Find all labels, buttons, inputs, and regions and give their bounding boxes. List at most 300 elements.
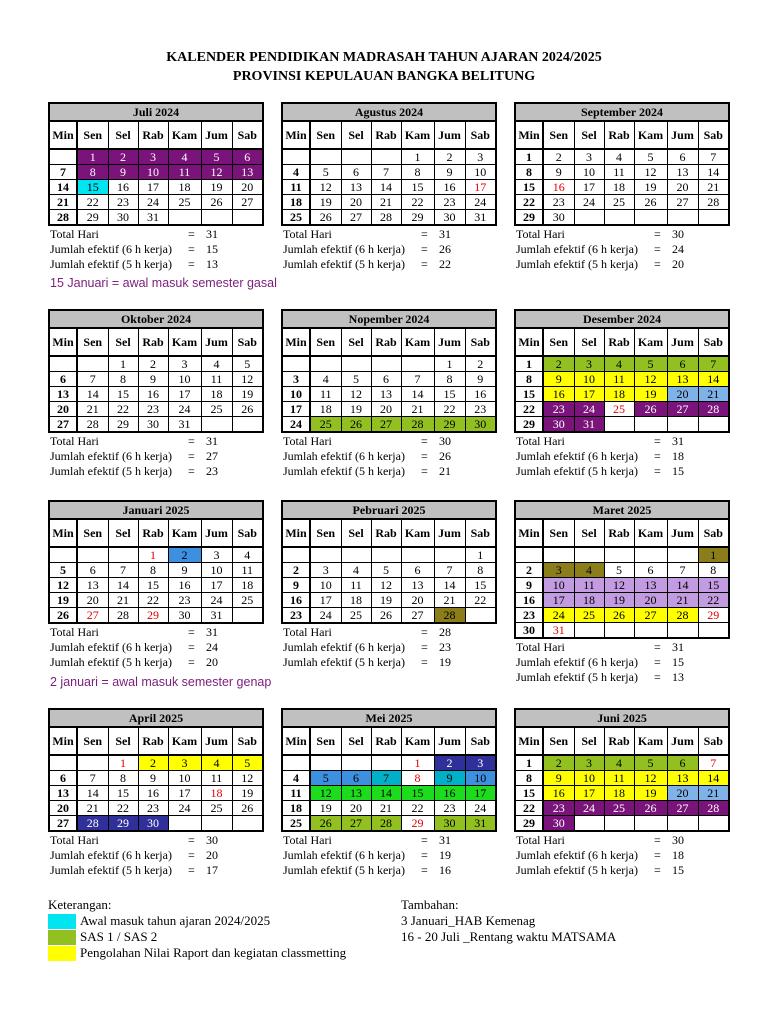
- effective-days-6-row: [281, 242, 495, 257]
- effective-days-5-value: 13: [672, 670, 684, 684]
- total-days-value: 31: [672, 434, 684, 448]
- day-cell: 12: [201, 165, 232, 180]
- equals-sign: =: [421, 640, 428, 654]
- week-row: [515, 801, 729, 816]
- weekday-header: Rab: [371, 727, 401, 755]
- additional-notes: [401, 897, 741, 945]
- day-cell: 11: [168, 165, 201, 180]
- day-cell: 9: [108, 165, 138, 180]
- weekday-header: Sel: [341, 328, 371, 356]
- weekday-header: Sab: [465, 121, 496, 149]
- day-cell: 16: [543, 180, 574, 195]
- weekday-header: Jum: [201, 328, 232, 356]
- month-stats: [281, 434, 495, 479]
- weekday-header-row: [515, 727, 729, 755]
- legend-item: [48, 945, 388, 961]
- day-cell: 24: [465, 195, 496, 210]
- day-cell: [108, 547, 138, 563]
- day-cell: 13: [371, 387, 401, 402]
- day-cell: 14: [698, 771, 729, 786]
- weekday-header: Min: [49, 121, 77, 149]
- effective-days-5-value: 17: [206, 863, 218, 877]
- day-cell: 30: [465, 417, 496, 433]
- week-row: [49, 593, 263, 608]
- month-table: [281, 708, 497, 832]
- day-cell: 6: [634, 563, 667, 578]
- day-cell: 15: [515, 180, 543, 195]
- day-cell: 29: [108, 417, 138, 433]
- month-name: Desember 2024: [515, 310, 729, 328]
- day-cell: 9: [465, 372, 496, 387]
- week-row: [49, 816, 263, 832]
- day-cell: 26: [371, 608, 401, 624]
- effective-days-5-label: Jumlah efektif (5 h kerja): [283, 863, 405, 877]
- day-cell: 23: [543, 801, 574, 816]
- day-cell: [49, 547, 77, 563]
- weekday-header: Jum: [667, 727, 698, 755]
- equals-sign: =: [654, 257, 661, 271]
- day-cell: 23: [543, 195, 574, 210]
- day-cell: [604, 210, 634, 226]
- weekday-header: Sab: [232, 121, 263, 149]
- equals-sign: =: [421, 625, 428, 639]
- day-cell: 2: [282, 563, 310, 578]
- total-days-value: 30: [672, 227, 684, 241]
- week-row: [49, 165, 263, 180]
- effective-days-5-value: 20: [206, 655, 218, 669]
- effective-days-5-label: Jumlah efektif (5 h kerja): [516, 670, 638, 684]
- total-days-row: [281, 833, 495, 848]
- effective-days-6-label: Jumlah efektif (6 h kerja): [516, 242, 638, 256]
- week-row: [515, 593, 729, 608]
- equals-sign: =: [188, 434, 195, 448]
- legend-item: [48, 913, 388, 929]
- day-cell: 12: [341, 387, 371, 402]
- month-calendar: [281, 102, 495, 272]
- weekday-header: Sab: [698, 328, 729, 356]
- day-cell: 17: [574, 786, 604, 801]
- day-cell: 17: [465, 786, 496, 801]
- week-row: [49, 786, 263, 801]
- equals-sign: =: [188, 863, 195, 877]
- day-cell: 7: [401, 372, 434, 387]
- month-calendar: [514, 102, 728, 272]
- equals-sign: =: [654, 655, 661, 669]
- day-cell: 2: [543, 356, 574, 372]
- day-cell: 6: [49, 771, 77, 786]
- day-cell: 5: [232, 356, 263, 372]
- day-cell: 1: [515, 755, 543, 771]
- day-cell: 24: [282, 417, 310, 433]
- day-cell: 27: [49, 816, 77, 832]
- week-row: [515, 195, 729, 210]
- month-calendar: [281, 708, 495, 878]
- weekday-header: Kam: [401, 519, 434, 547]
- day-cell: [310, 149, 341, 165]
- equals-sign: =: [188, 449, 195, 463]
- effective-days-5-label: Jumlah efektif (5 h kerja): [516, 863, 638, 877]
- weekday-header: Jum: [434, 727, 465, 755]
- day-cell: 11: [310, 387, 341, 402]
- weekday-header-row: [282, 121, 496, 149]
- weekday-header: Min: [515, 121, 543, 149]
- week-row: [49, 563, 263, 578]
- day-cell: 14: [698, 165, 729, 180]
- day-cell: 19: [371, 593, 401, 608]
- day-cell: 10: [168, 771, 201, 786]
- day-cell: 24: [168, 402, 201, 417]
- day-cell: 9: [434, 165, 465, 180]
- day-cell: 30: [434, 210, 465, 226]
- day-cell: 17: [138, 180, 168, 195]
- effective-days-5-row: [281, 863, 495, 878]
- day-cell: 14: [108, 578, 138, 593]
- effective-days-6-label: Jumlah efektif (6 h kerja): [50, 449, 172, 463]
- day-cell: 1: [465, 547, 496, 563]
- day-cell: 15: [698, 578, 729, 593]
- day-cell: 30: [543, 417, 574, 433]
- day-cell: 24: [574, 402, 604, 417]
- day-cell: 10: [574, 372, 604, 387]
- weekday-header: Min: [515, 328, 543, 356]
- day-cell: 3: [543, 563, 574, 578]
- day-cell: 18: [232, 578, 263, 593]
- effective-days-5-label: Jumlah efektif (5 h kerja): [516, 464, 638, 478]
- month-table: [48, 102, 264, 226]
- total-days-label: Total Hari: [50, 625, 99, 639]
- day-cell: 5: [310, 165, 341, 180]
- day-cell: 27: [401, 608, 434, 624]
- day-cell: 6: [667, 755, 698, 771]
- week-row: [282, 210, 496, 226]
- day-cell: 26: [634, 402, 667, 417]
- effective-days-6-row: [48, 640, 262, 655]
- equals-sign: =: [654, 670, 661, 684]
- total-days-label: Total Hari: [283, 833, 332, 847]
- day-cell: 24: [574, 801, 604, 816]
- day-cell: 16: [543, 387, 574, 402]
- day-cell: 4: [282, 771, 310, 786]
- day-cell: 28: [49, 210, 77, 226]
- day-cell: 14: [401, 387, 434, 402]
- day-cell: 16: [168, 578, 201, 593]
- day-cell: 27: [371, 417, 401, 433]
- month-name: Maret 2025: [515, 501, 729, 519]
- weekday-header: Min: [49, 519, 77, 547]
- day-cell: 21: [401, 402, 434, 417]
- week-row: [515, 165, 729, 180]
- weekday-header: Sen: [310, 519, 341, 547]
- effective-days-5-value: 16: [439, 863, 451, 877]
- day-cell: [341, 755, 371, 771]
- day-cell: [77, 755, 108, 771]
- weekday-header-row: [49, 727, 263, 755]
- effective-days-6-value: 20: [206, 848, 218, 862]
- weekday-header: Sab: [232, 328, 263, 356]
- day-cell: 23: [465, 402, 496, 417]
- day-cell: 16: [282, 593, 310, 608]
- month-stats: [48, 227, 262, 272]
- day-cell: 15: [515, 786, 543, 801]
- equals-sign: =: [421, 655, 428, 669]
- day-cell: 10: [465, 165, 496, 180]
- day-cell: 17: [201, 578, 232, 593]
- equals-sign: =: [654, 863, 661, 877]
- week-row: [515, 623, 729, 639]
- weekday-header: Sel: [341, 727, 371, 755]
- month-calendar: [514, 708, 728, 878]
- day-cell: 7: [667, 563, 698, 578]
- day-cell: 24: [201, 593, 232, 608]
- day-cell: 13: [634, 578, 667, 593]
- effective-days-6-label: Jumlah efektif (6 h kerja): [50, 242, 172, 256]
- weekday-header: Rab: [138, 121, 168, 149]
- effective-days-6-row: [48, 242, 262, 257]
- weekday-header: Sel: [574, 328, 604, 356]
- effective-days-5-row: [514, 863, 728, 878]
- day-cell: 3: [138, 149, 168, 165]
- day-cell: 11: [201, 771, 232, 786]
- month-name: Pebruari 2025: [282, 501, 496, 519]
- week-row: [515, 149, 729, 165]
- total-days-value: 31: [672, 640, 684, 654]
- month-stats: [281, 227, 495, 272]
- week-row: [282, 417, 496, 433]
- day-cell: 8: [515, 771, 543, 786]
- week-row: [49, 387, 263, 402]
- day-cell: 9: [543, 165, 574, 180]
- day-cell: 8: [434, 372, 465, 387]
- weekday-header-row: [49, 121, 263, 149]
- day-cell: 27: [667, 801, 698, 816]
- day-cell: 19: [634, 786, 667, 801]
- day-cell: 2: [465, 356, 496, 372]
- weekday-header: Kam: [401, 121, 434, 149]
- day-cell: [282, 755, 310, 771]
- month-name: Oktober 2024: [49, 310, 263, 328]
- day-cell: 30: [543, 816, 574, 832]
- day-cell: 11: [282, 180, 310, 195]
- weekday-header: Jum: [201, 727, 232, 755]
- day-cell: 14: [77, 786, 108, 801]
- day-cell: 27: [77, 608, 108, 624]
- day-cell: 10: [574, 165, 604, 180]
- day-cell: 19: [232, 786, 263, 801]
- weekday-header-row: [282, 519, 496, 547]
- equals-sign: =: [654, 242, 661, 256]
- day-cell: 13: [341, 180, 371, 195]
- equals-sign: =: [654, 833, 661, 847]
- day-cell: 28: [698, 402, 729, 417]
- day-cell: 3: [310, 563, 341, 578]
- day-cell: 15: [515, 387, 543, 402]
- total-days-value: 31: [439, 833, 451, 847]
- day-cell: [232, 608, 263, 624]
- effective-days-6-label: Jumlah efektif (6 h kerja): [50, 848, 172, 862]
- weekday-header-row: [515, 519, 729, 547]
- day-cell: 7: [698, 149, 729, 165]
- day-cell: 10: [168, 372, 201, 387]
- total-days-row: [281, 434, 495, 449]
- effective-days-5-label: Jumlah efektif (5 h kerja): [50, 863, 172, 877]
- day-cell: [341, 149, 371, 165]
- day-cell: 4: [201, 356, 232, 372]
- day-cell: 26: [310, 210, 341, 226]
- equals-sign: =: [188, 833, 195, 847]
- equals-sign: =: [188, 464, 195, 478]
- day-cell: 28: [77, 417, 108, 433]
- day-cell: 5: [201, 149, 232, 165]
- day-cell: 7: [77, 372, 108, 387]
- day-cell: [310, 547, 341, 563]
- day-cell: [77, 356, 108, 372]
- day-cell: 8: [108, 771, 138, 786]
- day-cell: 7: [698, 755, 729, 771]
- effective-days-5-value: 20: [672, 257, 684, 271]
- effective-days-6-value: 24: [672, 242, 684, 256]
- day-cell: 28: [434, 608, 465, 624]
- effective-days-6-row: [514, 848, 728, 863]
- total-days-value: 31: [439, 227, 451, 241]
- effective-days-6-value: 23: [439, 640, 451, 654]
- legend-swatch: [48, 930, 76, 945]
- equals-sign: =: [421, 257, 428, 271]
- equals-sign: =: [188, 625, 195, 639]
- day-cell: 1: [401, 149, 434, 165]
- effective-days-6-row: [48, 848, 262, 863]
- week-row: [49, 755, 263, 771]
- day-cell: 20: [77, 593, 108, 608]
- weekday-header: Jum: [667, 328, 698, 356]
- weekday-header: Min: [515, 519, 543, 547]
- total-days-row: [281, 227, 495, 242]
- legend-item-label: Pengolahan Nilai Raport dan kegiatan classmetting: [80, 945, 347, 960]
- day-cell: 21: [77, 801, 108, 816]
- day-cell: 11: [341, 578, 371, 593]
- day-cell: [515, 547, 543, 563]
- day-cell: 5: [604, 563, 634, 578]
- day-cell: [201, 417, 232, 433]
- weekday-header: Sen: [310, 121, 341, 149]
- day-cell: 21: [371, 801, 401, 816]
- weekday-header: Sab: [698, 519, 729, 547]
- weekday-header: Sel: [108, 121, 138, 149]
- weekday-header: Sen: [543, 121, 574, 149]
- day-cell: 11: [201, 372, 232, 387]
- equals-sign: =: [421, 242, 428, 256]
- day-cell: 30: [543, 210, 574, 226]
- week-row: [49, 417, 263, 433]
- total-days-label: Total Hari: [50, 833, 99, 847]
- day-cell: [543, 547, 574, 563]
- day-cell: 30: [138, 816, 168, 832]
- week-row: [49, 149, 263, 165]
- weekday-header: Kam: [401, 328, 434, 356]
- weekday-header: Kam: [168, 727, 201, 755]
- week-row: [282, 356, 496, 372]
- day-cell: [634, 210, 667, 226]
- day-cell: 20: [232, 180, 263, 195]
- week-row: [515, 402, 729, 417]
- day-cell: 23: [282, 608, 310, 624]
- day-cell: 26: [232, 801, 263, 816]
- weekday-header-row: [282, 727, 496, 755]
- day-cell: [604, 547, 634, 563]
- week-row: [515, 578, 729, 593]
- weekday-header: Jum: [201, 121, 232, 149]
- weekday-header: Rab: [371, 519, 401, 547]
- day-cell: 23: [434, 195, 465, 210]
- day-cell: 29: [515, 210, 543, 226]
- day-cell: 2: [168, 547, 201, 563]
- weekday-header: Sab: [698, 121, 729, 149]
- week-row: [282, 180, 496, 195]
- effective-days-5-row: [281, 655, 495, 670]
- note-semester-genap: 2 januari = awal masuk semester genap: [50, 675, 272, 689]
- day-cell: 2: [515, 563, 543, 578]
- day-cell: 19: [232, 387, 263, 402]
- day-cell: 10: [310, 578, 341, 593]
- week-row: [515, 563, 729, 578]
- day-cell: 17: [168, 387, 201, 402]
- effective-days-6-label: Jumlah efektif (6 h kerja): [516, 449, 638, 463]
- total-days-label: Total Hari: [516, 833, 565, 847]
- day-cell: 22: [515, 801, 543, 816]
- day-cell: 1: [138, 547, 168, 563]
- day-cell: 19: [604, 593, 634, 608]
- day-cell: [698, 623, 729, 639]
- week-row: [49, 578, 263, 593]
- day-cell: 4: [604, 755, 634, 771]
- month-table: [514, 309, 730, 433]
- day-cell: 28: [371, 816, 401, 832]
- day-cell: [634, 417, 667, 433]
- day-cell: 30: [515, 623, 543, 639]
- effective-days-5-label: Jumlah efektif (5 h kerja): [50, 464, 172, 478]
- weekday-header: Sab: [232, 519, 263, 547]
- weekday-header: Sen: [543, 328, 574, 356]
- day-cell: 5: [371, 563, 401, 578]
- day-cell: 8: [515, 165, 543, 180]
- day-cell: 9: [434, 771, 465, 786]
- weekday-header: Min: [282, 727, 310, 755]
- day-cell: 6: [77, 563, 108, 578]
- day-cell: 1: [401, 755, 434, 771]
- effective-days-6-value: 18: [672, 848, 684, 862]
- day-cell: 25: [282, 210, 310, 226]
- total-days-label: Total Hari: [50, 434, 99, 448]
- day-cell: 21: [698, 180, 729, 195]
- weekday-header: Min: [282, 519, 310, 547]
- day-cell: 7: [371, 771, 401, 786]
- day-cell: 13: [232, 165, 263, 180]
- day-cell: 1: [108, 356, 138, 372]
- weekday-header: Sen: [77, 519, 108, 547]
- day-cell: 15: [108, 387, 138, 402]
- day-cell: [371, 149, 401, 165]
- legend-swatch: [48, 946, 76, 961]
- total-days-value: 28: [439, 625, 451, 639]
- day-cell: 20: [634, 593, 667, 608]
- day-cell: [667, 417, 698, 433]
- day-cell: 9: [515, 578, 543, 593]
- effective-days-5-row: [48, 863, 262, 878]
- day-cell: 13: [77, 578, 108, 593]
- day-cell: 16: [434, 786, 465, 801]
- effective-days-6-row: [281, 640, 495, 655]
- day-cell: [49, 149, 77, 165]
- day-cell: 14: [371, 180, 401, 195]
